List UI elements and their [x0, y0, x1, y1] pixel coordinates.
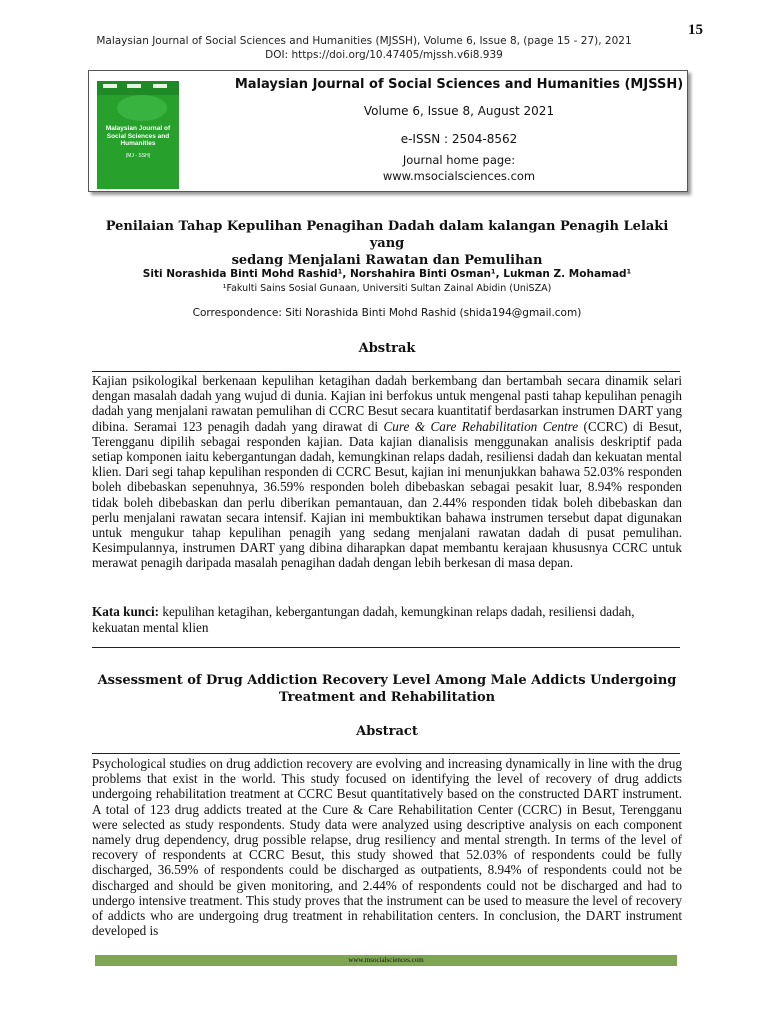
- journal-title: Malaysian Journal of Social Sciences and Humanities (MJSSH): [234, 77, 684, 92]
- cover-subtitle: (MJ - SSH): [125, 153, 151, 159]
- homepage-link[interactable]: www.msocialsciences.com: [382, 169, 536, 183]
- divider: [92, 371, 680, 372]
- divider: [92, 753, 680, 754]
- abstract-heading: Abstract: [356, 724, 418, 739]
- affiliation: ¹Fakulti Sains Sosial Gunaan, Universiti Sultan Zainal Abidin (UniSZA): [222, 283, 552, 294]
- paper-title-malay-line1: Penilaian Tahap Kepulihan Penagihan Dadah dalam kalangan Penagih Lelaki yang: [105, 219, 669, 251]
- abstrak-body: [92, 373, 682, 571]
- divider: [92, 647, 680, 648]
- footer-url[interactable]: www.msocialsciences.com: [348, 956, 424, 964]
- paper-title-malay-line2: sedang Menjalani Rawatan dan Pemulihan: [231, 253, 543, 268]
- cover-header-strip: [97, 81, 179, 95]
- author-list: Siti Norashida Binti Mohd Rashid¹, Norshahira Binti Osman¹, Lukman Z. Mohamad¹: [142, 268, 632, 280]
- homepage-label: Journal home page:: [402, 153, 516, 167]
- globe-icon: [117, 95, 167, 121]
- abstrak-text-italic: Cure & Care Rehabilitation Centre: [383, 418, 579, 434]
- abstrak-text-part1: Kajian psikologikal berkenaan kepulihan ketagihan dadah berkembang dan bertambah secara dinamik selari dengan masalah dadah yang wujud di dunia. Kajian ini berfokus untuk mengenal pasti tahap kepulihan penagih dadah yang menjalani rawatan pemulihan di CCRC Besut secara kuantitatif berdasarkan instrumen DART yang dibina. Seramai 123 penagih dadah yang dirawat di: [92, 373, 682, 434]
- abstrak-heading: Abstrak: [358, 341, 416, 356]
- header-citation: Malaysian Journal of Social Sciences and Humanities (MJSSH), Volume 6, Issue 8, (page 15 - 27), 2021: [96, 35, 632, 47]
- paper-title-english: [90, 672, 684, 706]
- cover-title: Malaysian Journal of Social Sciences and Humanities: [105, 125, 171, 147]
- abstract-text: Psychological studies on drug addiction recovery are evolving and increasing dynamically in line with the drug problems that exist in the world. This study focused on identifying the level of recovery of drug addicts undergoing rehabilitation treatment at CCRC Besut quantitatively based on the constructed DART instrument. A total of 123 drug addicts treated at the Cure & Care Rehabilitation Center (CCRC) in Besut, Terengganu were selected as study respondents. Study data were analyzed using descriptive analysis on each component namely drug dependency, drug possible relapse, drug resiliency and mental strength. In terms of the level of recovery of respondents at CCRC Besut, this study showed that 52.03% of respondents could be fully discharged, 36.59% of respondents could be discharged as outpatients, 8.94% of respondents could not be discharged and should be given monitoring, and 2.44% of respondents could not be discharged and had to undergo intensive treatment. This study proves that the instrument can be used to measure the level of recovery of addicts who are undergoing drug treatment in rehabilitation centers. In conclusion, the DART instrument developed is: [92, 756, 682, 939]
- page-number: 15: [688, 22, 703, 38]
- correspondence: Correspondence: Siti Norashida Binti Mohd Rashid (shida194@gmail.com): [192, 307, 582, 319]
- header-doi[interactable]: DOI: https://doi.org/10.47405/mjssh.v6i8.939: [265, 49, 503, 61]
- paper-title-english-line1: Assessment of Drug Addiction Recovery Level Among Male Addicts Undergoing: [97, 673, 677, 688]
- journal-masthead: [88, 70, 688, 192]
- journal-eissn: e-ISSN : 2504-8562: [400, 132, 518, 146]
- running-header: [0, 34, 768, 62]
- keywords-malay: [92, 604, 682, 636]
- paper-title-malay: [90, 218, 684, 269]
- journal-cover-thumbnail: [97, 81, 179, 189]
- abstract-body: [92, 756, 682, 938]
- paper-title-english-line2: Treatment and Rehabilitation: [278, 690, 496, 705]
- journal-volume: Volume 6, Issue 8, August 2021: [363, 104, 555, 118]
- abstrak-text-part2: (CCRC) di Besut, Terengganu dipilih sebagai responden kajian. Data kajian dianalisis menggunakan analisis deskriptif pada setiap komponen iaitu kebergantungan dadah, kemungkinan relaps dadah, resiliensi dadah dan kekuatan mental klien. Dari segi tahap kepulihan responden di CCRC Besut, kajian ini menunjukkan bahawa 52.03% responden boleh dibebaskan sepenuhnya, 36.59% responden boleh dibebaskan sebagai pesakit luar, 8.94% responden tidak boleh dibebaskan dan perlu diberikan pemantauan, dan 2.44% responden tidak boleh dibebaskan dan perlu menjalani rawatan secara intensif. Kajian ini membuktikan bahawa instrumen tersebut dapat digunakan untuk mengukur tahap kepulihan penagih yang sedang menjalani rawatan dadah di pusat pemulihan. Kesimpulannya, instrumen DART yang dibina diharapkan dapat membantu kerajaan khususnya CCRC untuk merawat penagih daripada masalah penagihan dadah dengan lebih berkesan di masa depan.: [92, 418, 682, 571]
- keywords-label: Kata kunci:: [92, 604, 160, 619]
- keywords-text: kepulihan ketagihan, kebergantungan dadah, kemungkinan relaps dadah, resiliensi dadah, kekuatan mental klien: [92, 604, 635, 635]
